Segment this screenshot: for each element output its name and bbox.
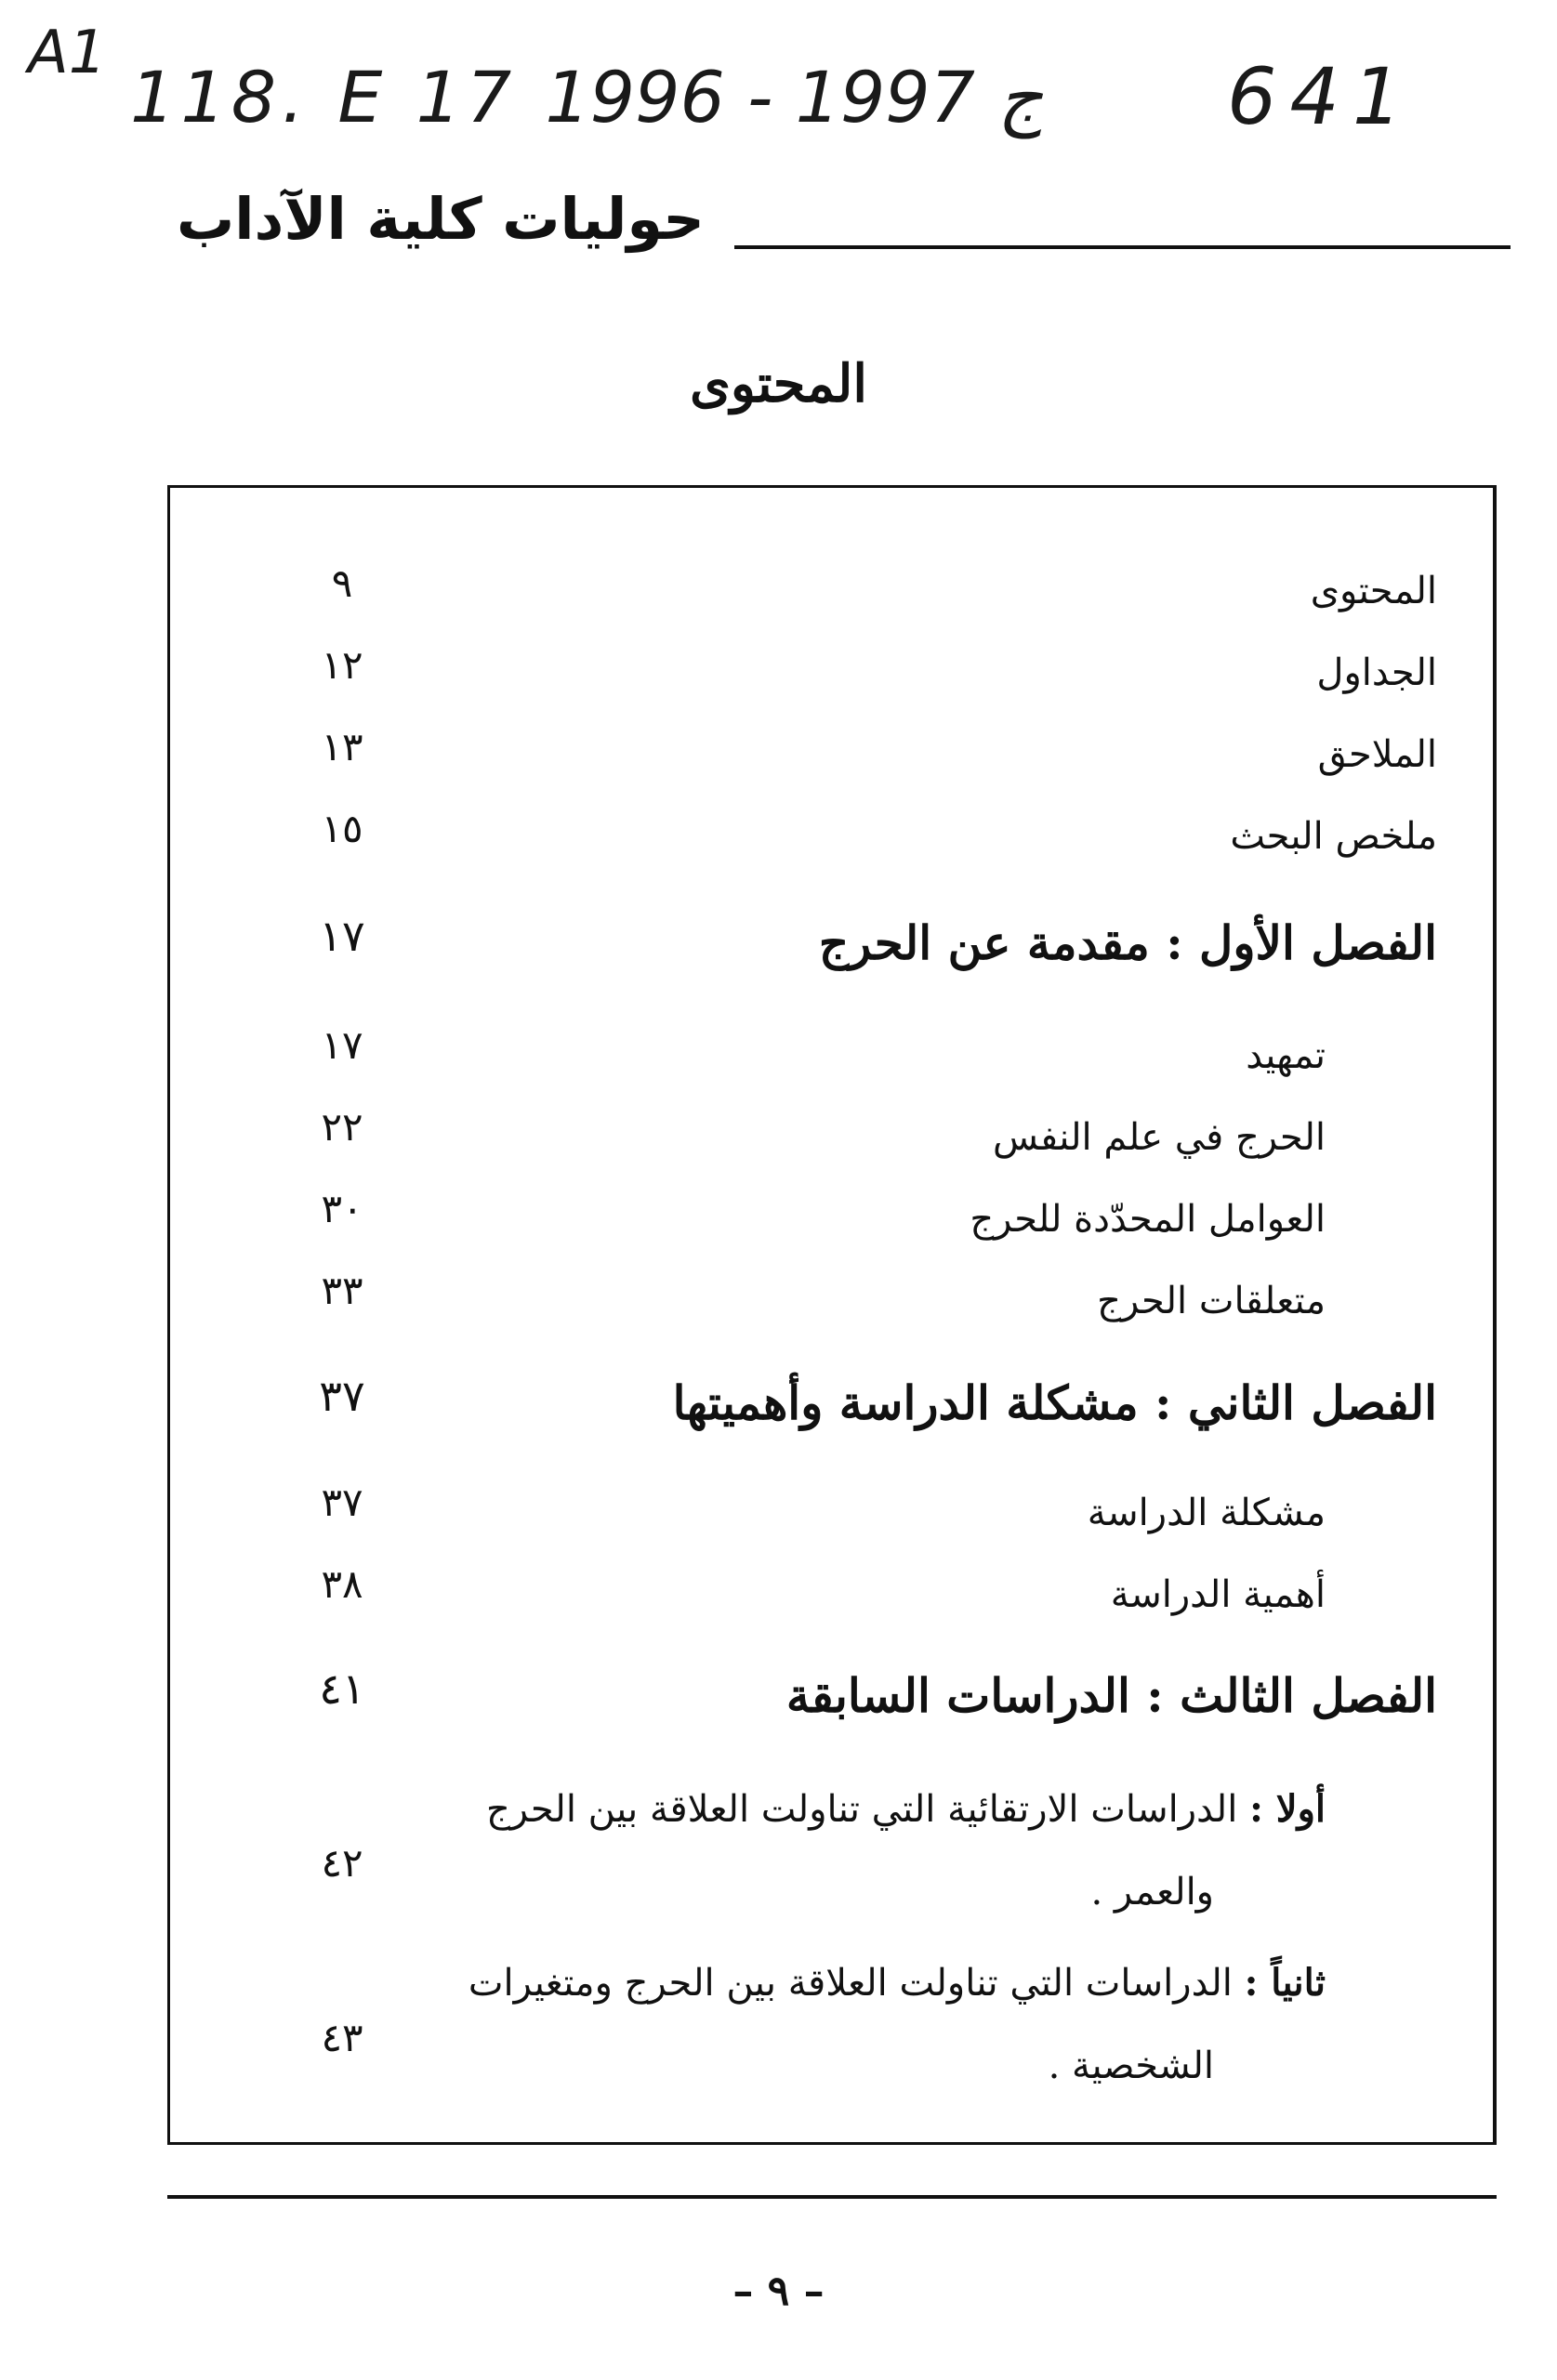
- toc-entry-prefix-second: ثانياً :: [1244, 1961, 1326, 2005]
- toc-chapter-1-page: ١٧: [319, 911, 365, 961]
- toc-page-personality-studies: ٤٣: [321, 2015, 363, 2060]
- handwritten-number: 641: [1227, 51, 1416, 142]
- page-number: – ٩ –: [732, 2268, 825, 2315]
- page-title: المحتوى: [690, 353, 867, 414]
- toc-entry-appendices: الملاحق: [1317, 733, 1437, 776]
- toc-page-study-problem: ٣٧: [321, 1479, 363, 1525]
- toc-page-appendices: ١٣: [321, 724, 363, 769]
- toc-page-embarrassment-psychology: ٢٢: [321, 1104, 363, 1150]
- toc-entry-developmental-studies-line2: والعمر .: [1090, 1871, 1214, 1913]
- toc-page-determining-factors: ٣٠: [321, 1186, 363, 1231]
- toc-entry-correlates: متعلقات الحرج: [1097, 1280, 1326, 1322]
- toc-entry-introduction: تمهيد: [1246, 1034, 1326, 1077]
- handwritten-reference-line: 118. E 17 ج 1997 - 1996: [130, 56, 1044, 138]
- toc-chapter-2-title: الفصل الثاني : مشكلة الدراسة وأهميتها: [672, 1375, 1437, 1430]
- toc-entry-embarrassment-psychology: الحرج في علم النفس: [993, 1116, 1326, 1159]
- toc-chapter-3-page: ٤١: [319, 1663, 365, 1714]
- toc-chapter-3-title: الفصل الثالث : الدراسات السابقة: [785, 1668, 1437, 1723]
- handwritten-corner-mark: A1: [28, 19, 107, 87]
- toc-page-tables: ١٢: [321, 642, 363, 688]
- toc-page-introduction: ١٧: [321, 1022, 363, 1068]
- toc-entry-tables: الجداول: [1316, 651, 1437, 694]
- toc-entry-personality-studies-line2: الشخصية .: [1048, 2045, 1214, 2087]
- toc-entry-abstract: ملخص البحث: [1230, 815, 1437, 858]
- header-rule: [734, 245, 1511, 249]
- toc-chapter-2-page: ٣٧: [319, 1371, 365, 1421]
- toc-entry-contents: المحتوى: [1310, 570, 1437, 612]
- toc-entry-personality-studies-line1: الدراسات التي تناولت العلاقة بين الحرج ومتغيرات: [468, 1962, 1233, 2005]
- journal-name: حوليات كلية الآداب: [177, 185, 705, 253]
- toc-entry-determining-factors: العوامل المحدّدة للحرج: [970, 1198, 1326, 1241]
- toc-entry-prefix-first: أولا :: [1249, 1787, 1326, 1831]
- toc-page-contents: ٩: [331, 560, 353, 606]
- toc-page-abstract: ١٥: [321, 806, 363, 851]
- toc-page-developmental-studies: ٤٢: [321, 1840, 363, 1886]
- toc-entry-developmental-studies: [486, 1787, 1326, 1831]
- toc-entry-study-problem: مشكلة الدراسة: [1087, 1492, 1326, 1534]
- toc-page-correlates: ٣٣: [321, 1268, 363, 1313]
- toc-entry-study-importance: أهمية الدراسة: [1110, 1573, 1326, 1616]
- toc-box: [167, 485, 1497, 2145]
- toc-entry-personality-studies: [468, 1961, 1326, 2005]
- toc-chapter-1-title: الفصل الأول : مقدمة عن الحرج: [818, 915, 1437, 970]
- toc-page-study-importance: ٣٨: [321, 1561, 363, 1607]
- toc-entry-developmental-studies-line1: الدراسات الارتقائية التي تناولت العلاقة بين الحرج: [485, 1788, 1238, 1831]
- footer-rule: [167, 2195, 1497, 2199]
